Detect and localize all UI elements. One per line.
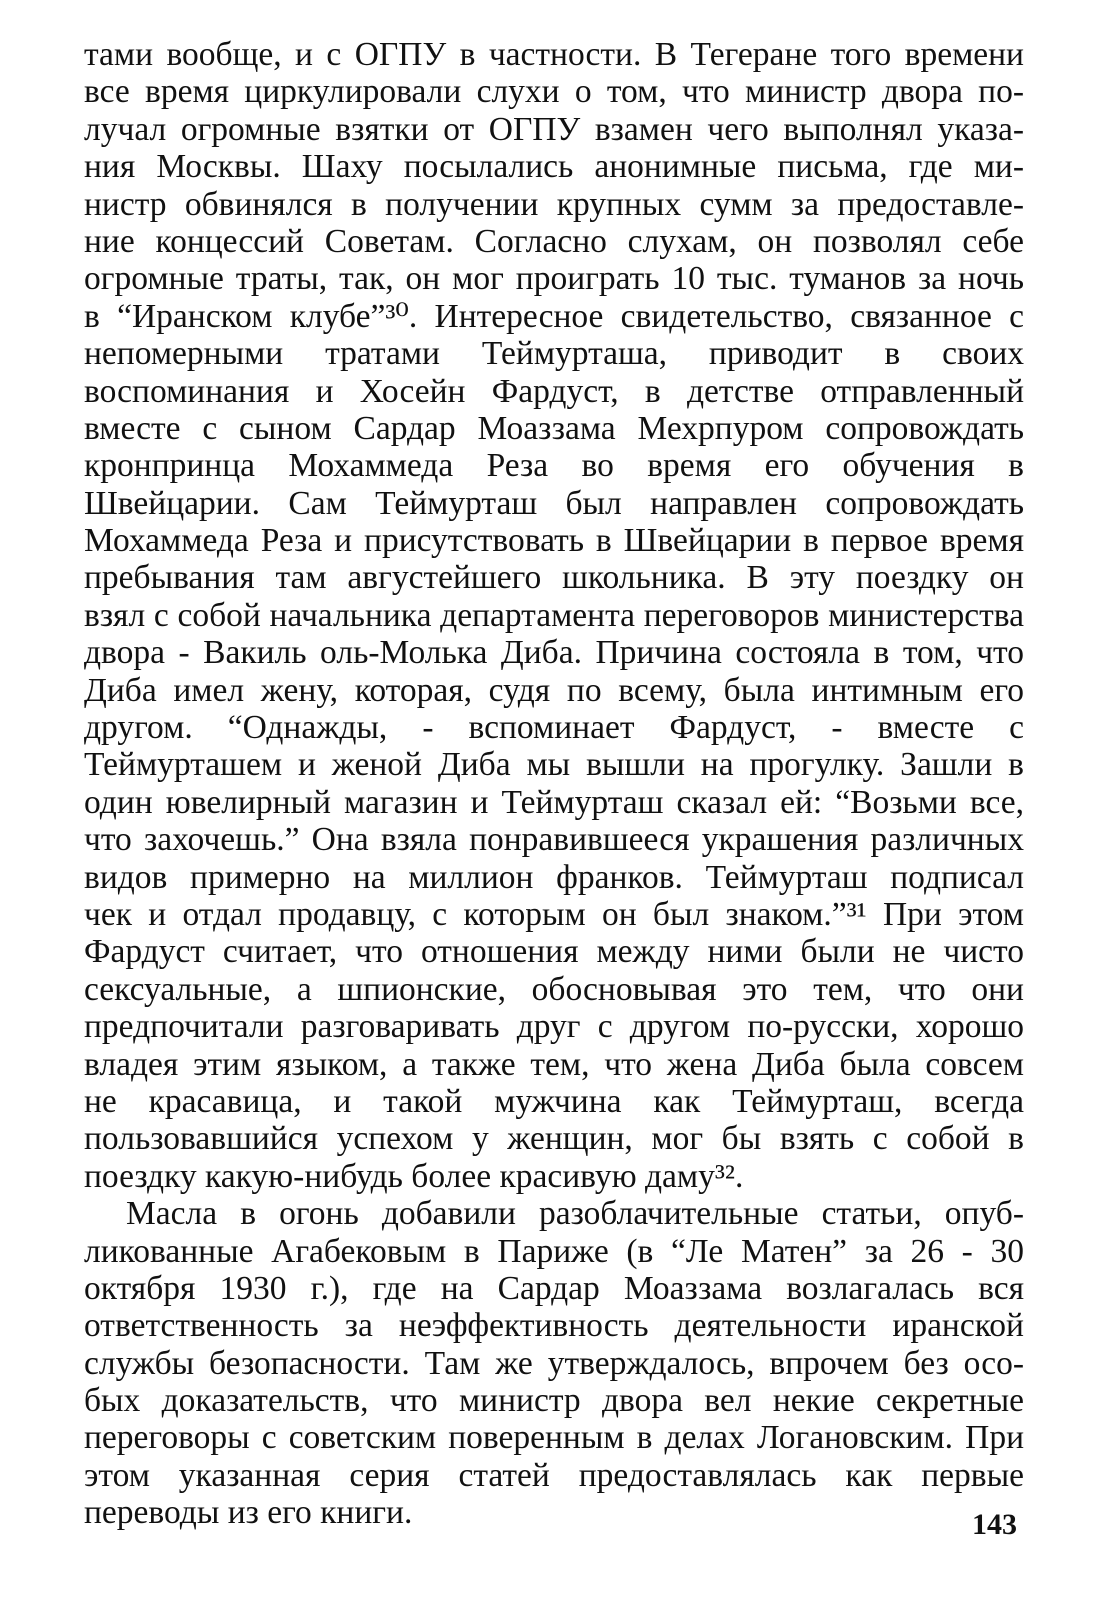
text-line: службы безопасности. Там же утверждалось, впрочем без осо- (84, 1344, 1024, 1382)
text-line: взял с собой начальника департамента переговоров министерства (84, 596, 1024, 634)
text-line: сексуальные, а шпионские, обосновывая это тем, что они (84, 970, 1024, 1008)
text-line: ответственность за неэффективность деятельности иранской (84, 1307, 1024, 1345)
text-line: лучал огромные взятки от ОГПУ взамен чего выполнял указа- (84, 110, 1024, 148)
text-line: не красавица, и такой мужчина как Теймурташ, всегда (84, 1082, 1024, 1120)
document-page (84, 36, 1024, 1532)
text-line: предпочитали разговаривать друг с другом по-русски, хорошо (84, 1008, 1024, 1046)
page-number: 143 (972, 1508, 1017, 1541)
text-line: поездку какую-нибудь более красивую даму³². (84, 1157, 744, 1195)
text-line: ние концессий Советам. Согласно слухам, он позволял себе (84, 222, 1024, 260)
text-line: один ювелирный магазин и Теймурташ сказал ей: “Возьми все, (84, 783, 1024, 821)
text-line: Мохаммеда Реза и присутствовать в Швейцарии в первое время (84, 522, 1024, 560)
text-line: видов примерно на миллион франков. Теймурташ подписал (84, 858, 1024, 896)
text-line: пользовавшийся успехом у женщин, мог бы взять с собой в (84, 1120, 1024, 1158)
text-line: пребывания там августейшего школьника. В эту поездку он (84, 559, 1024, 597)
text-line: владея этим языком, а также тем, что жена Диба была совсем (84, 1045, 1024, 1083)
text-line: что захочешь.” Она взяла понравившееся украшения различных (84, 821, 1024, 859)
text-line: Диба имел жену, которая, судя по всему, была интимным его (84, 671, 1024, 709)
text-line: кронпринца Мохаммеда Реза во время его обучения в (84, 447, 1024, 485)
text-line: Фардуст считает, что отношения между ними были не чисто (84, 933, 1024, 971)
text-line: Масла в огонь добавили разоблачительные статьи, опуб- (126, 1195, 1024, 1233)
text-line: Теймурташем и женой Диба мы вышли на прогулку. Зашли в (84, 746, 1024, 784)
text-line: бых доказательств, что министр двора вел некие секретные (84, 1382, 1024, 1420)
text-line: все время циркулировали слухи о том, что министр двора по- (84, 73, 1024, 111)
text-line: непомерными тратами Теймурташа, приводит в своих (84, 335, 1024, 373)
text-line: в “Иранском клубе”³⁰. Интересное свидетельство, связанное с (84, 297, 1024, 335)
text-line: ликованные Агабековым в Париже (в “Ле Матен” за 26 - 30 (84, 1232, 1024, 1270)
text-line: вместе с сыном Сардар Моаззама Мехрпуром сопровождать (84, 409, 1024, 447)
paragraph-1 (84, 36, 1024, 1195)
text-line: воспоминания и Хосейн Фардуст, в детстве отправленный (84, 372, 1024, 410)
text-line: этом указанная серия статей предоставлялась как первые (84, 1456, 1024, 1494)
text-line: переводы из его книги. (84, 1494, 413, 1532)
text-line: тами вообще, и с ОГПУ в частности. В Тегеране того времени (84, 36, 1024, 73)
text-line: другом. “Однажды, - вспоминает Фардуст, - вместе с (84, 709, 1024, 747)
text-line: нистр обвинялся в получении крупных сумм за предоставле- (84, 185, 1024, 223)
text-line: огромные траты, так, он мог проиграть 10 тыс. туманов за ночь (84, 260, 1024, 298)
text-line: ния Москвы. Шаху посылались анонимные письма, где ми- (84, 148, 1024, 186)
text-line: октября 1930 г.), где на Сардар Моаззама возлагалась вся (84, 1269, 1024, 1307)
text-line: двора - Вакиль оль-Молька Диба. Причина состояла в том, что (84, 634, 1024, 672)
text-line: чек и отдал продавцу, с которым он был знаком.”³¹ При этом (84, 895, 1024, 933)
text-line: переговоры с советским поверенным в делах Логановским. При (84, 1419, 1024, 1457)
paragraph-2 (84, 1195, 1024, 1532)
text-line: Швейцарии. Сам Теймурташ был направлен сопровождать (84, 484, 1024, 522)
